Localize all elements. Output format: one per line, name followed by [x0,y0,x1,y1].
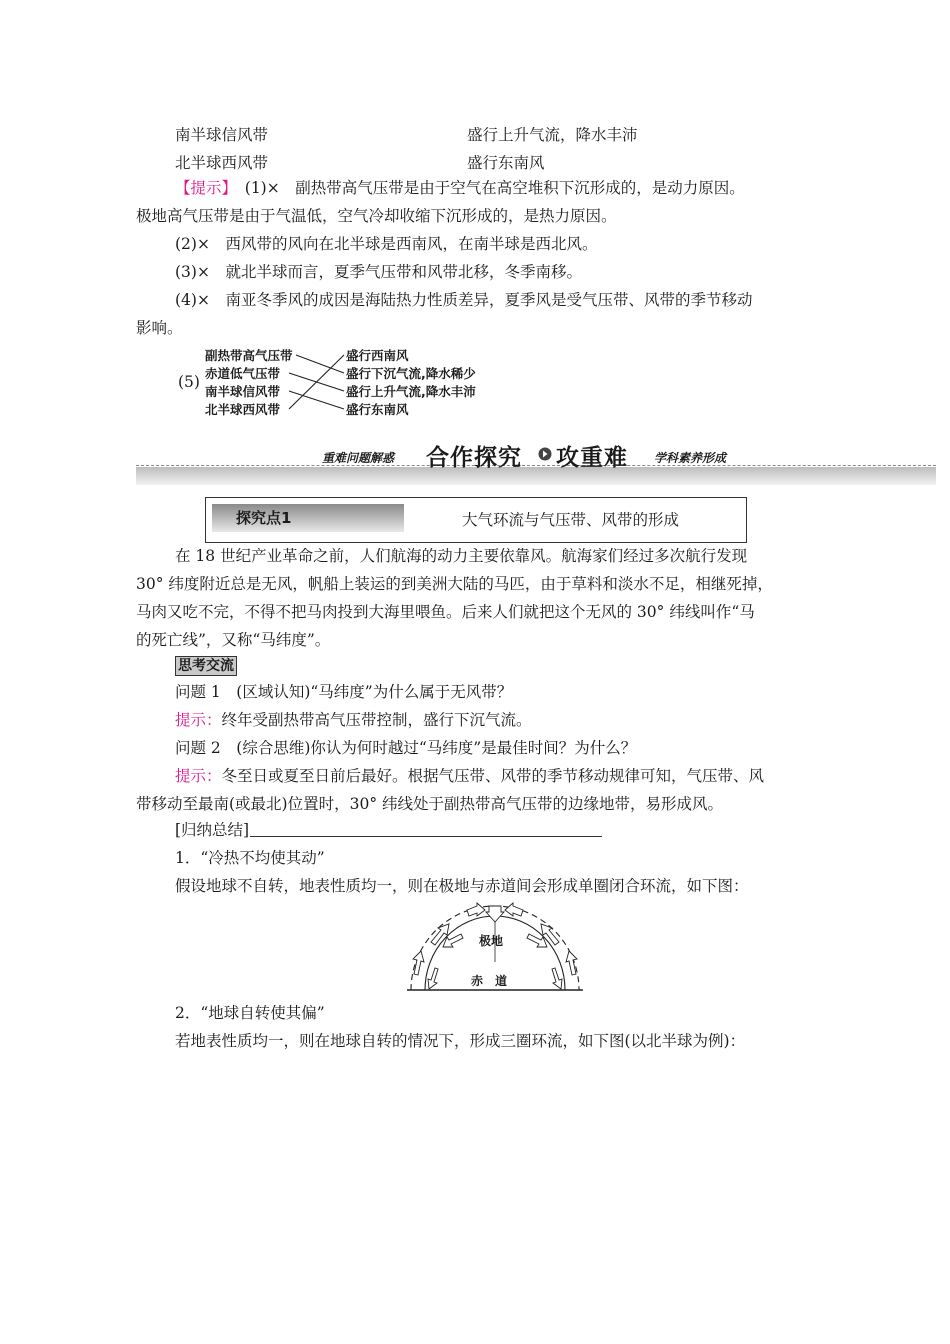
arrow-left-icon [505,903,523,916]
answer-2-label: 提示： [175,767,222,785]
single-cell-diagram [405,902,585,994]
match-right-4: 盛行东南风 [346,402,409,417]
match-left-3: 南半球信风带 [205,384,281,399]
banner-right-small: 学科素养形成 [654,451,727,465]
topic-box [205,497,747,543]
match-left-2: 赤道低气压带 [205,366,281,381]
answer-2b: 带移动至最南(或最北)位置时，30° 纬线处于副热带高气压带的边缘地带，易形成风。 [136,795,723,813]
question-2: 问题 2 (综合思维)你认为何时越过“马纬度”是最佳时间？为什么？ [175,739,637,757]
summary-label: [归纳总结] [175,821,250,839]
arrow-down-right-icon [527,934,547,947]
hint-text-3: (3)× 就北半球而言，夏季气压带和风带北移，冬季南移。 [175,263,582,281]
arrow-low-right-icon [552,968,562,989]
match-lines [205,345,495,417]
banner-big-left: 合作探究 [426,445,522,471]
hint-label: 【提示】 [175,179,230,197]
arrow-low-left-icon [428,968,438,989]
match-left-1: 副热带高气压带 [205,348,293,363]
pair-right-2: 盛行东南风 [467,154,545,172]
hint-text-2: (2)× 西风带的风向在北半球是西南风，在南半球是西北风。 [175,235,598,253]
match-line-1 [296,355,344,373]
arrow-rise-right-icon [566,951,577,975]
topic-tab-label: 探究点1 [236,509,292,527]
intro-line-2: 30° 纬度附近总是无风，帆船上装运的到美洲大陆的马匹，由于草料和淡水不足，相继死掉， [136,575,773,593]
summary-heading-2: 2．“地球自转使其偏” [175,1004,325,1022]
intro-line-4: 的死亡线”，又称“马纬度”。 [136,631,331,649]
match-right-2: 盛行下沉气流,降水稀少 [346,366,476,381]
question-1: 问题 1 (区域认知)“马纬度”为什么属于无风带？ [175,683,513,701]
banner-left-small: 重难问题解惑 [322,451,395,465]
hint-number-5: (5) [178,373,200,391]
pair-left-1: 南半球信风带 [175,126,269,144]
pair-left-2: 北半球西风带 [175,154,269,172]
answer-1 [175,709,532,731]
sink-arrow-icon [486,906,504,922]
banner-band [136,467,936,485]
match-right-1: 盛行西南风 [346,348,409,363]
match-line-3 [289,391,344,409]
hint-paragraph-1 [175,177,745,199]
answer-2 [175,765,764,787]
arrow-rise-left-icon [413,951,424,975]
hint-text-1: (1)× 副热带高气压带是由于空气在高空堆积下沉形成的，是动力原因。 [229,179,745,197]
match-left-4: 北半球西风带 [205,402,281,417]
banner-big-right: 攻重难 [556,445,628,471]
hint-text-1b: 极地高气压带是由于气温低，空气冷却收缩下沉形成的，是热力原因。 [136,207,617,225]
intro-line-1: 在 18 世纪产业革命之前，人们航海的动力主要依靠风。航海家们经过多次航行发现 [175,547,748,565]
banner-dash [136,465,936,466]
think-label: 思考交流 [175,656,237,676]
hint-text-4: (4)× 南亚冬季风的成因是海陆热力性质差异，夏季风是受气压带、风带的季节移动 [175,291,753,309]
answer-1-text: 终年受副热带高气压带控制，盛行下沉气流。 [221,711,532,729]
diagram-pole-label: 极地 [479,934,504,948]
arrow-right-icon [467,903,485,916]
diagram-equator-label: 赤 道 [471,974,508,988]
summary-text-1: 假设地球不自转，地表性质均一，则在极地与赤道间会形成单圈闭合环流，如下图： [175,877,749,895]
topic-tab [212,504,404,532]
match-right-3: 盛行上升气流,降水丰沛 [346,384,476,399]
matching-figure [205,345,495,417]
arrow-circle-icon [538,447,552,461]
summary-text-2: 若地表性质均一，则在地球自转的情况下，形成三圈环流，如下图(以北半球为例)： [175,1032,746,1050]
topic-title: 大气环流与气压带、风带的形成 [462,511,680,529]
summary-underline [250,836,602,837]
answer-2-text: 冬至日或夏至日前后最好。根据气压带、风带的季节移动规律可知，气压带、风 [221,767,765,785]
summary-heading-1: 1．“冷热不均使其动” [175,849,325,867]
pair-right-1: 盛行上升气流，降水丰沛 [467,126,638,144]
section-banner [136,435,936,485]
arrow-down-left-icon [443,934,463,947]
hint-text-4b: 影响。 [136,319,183,337]
answer-1-label: 提示： [175,711,222,729]
intro-line-3: 马肉又吃不完，不得不把马肉投到大海里喂鱼。后来人们就把这个无风的 30° 纬线叫作“马 [136,603,755,621]
